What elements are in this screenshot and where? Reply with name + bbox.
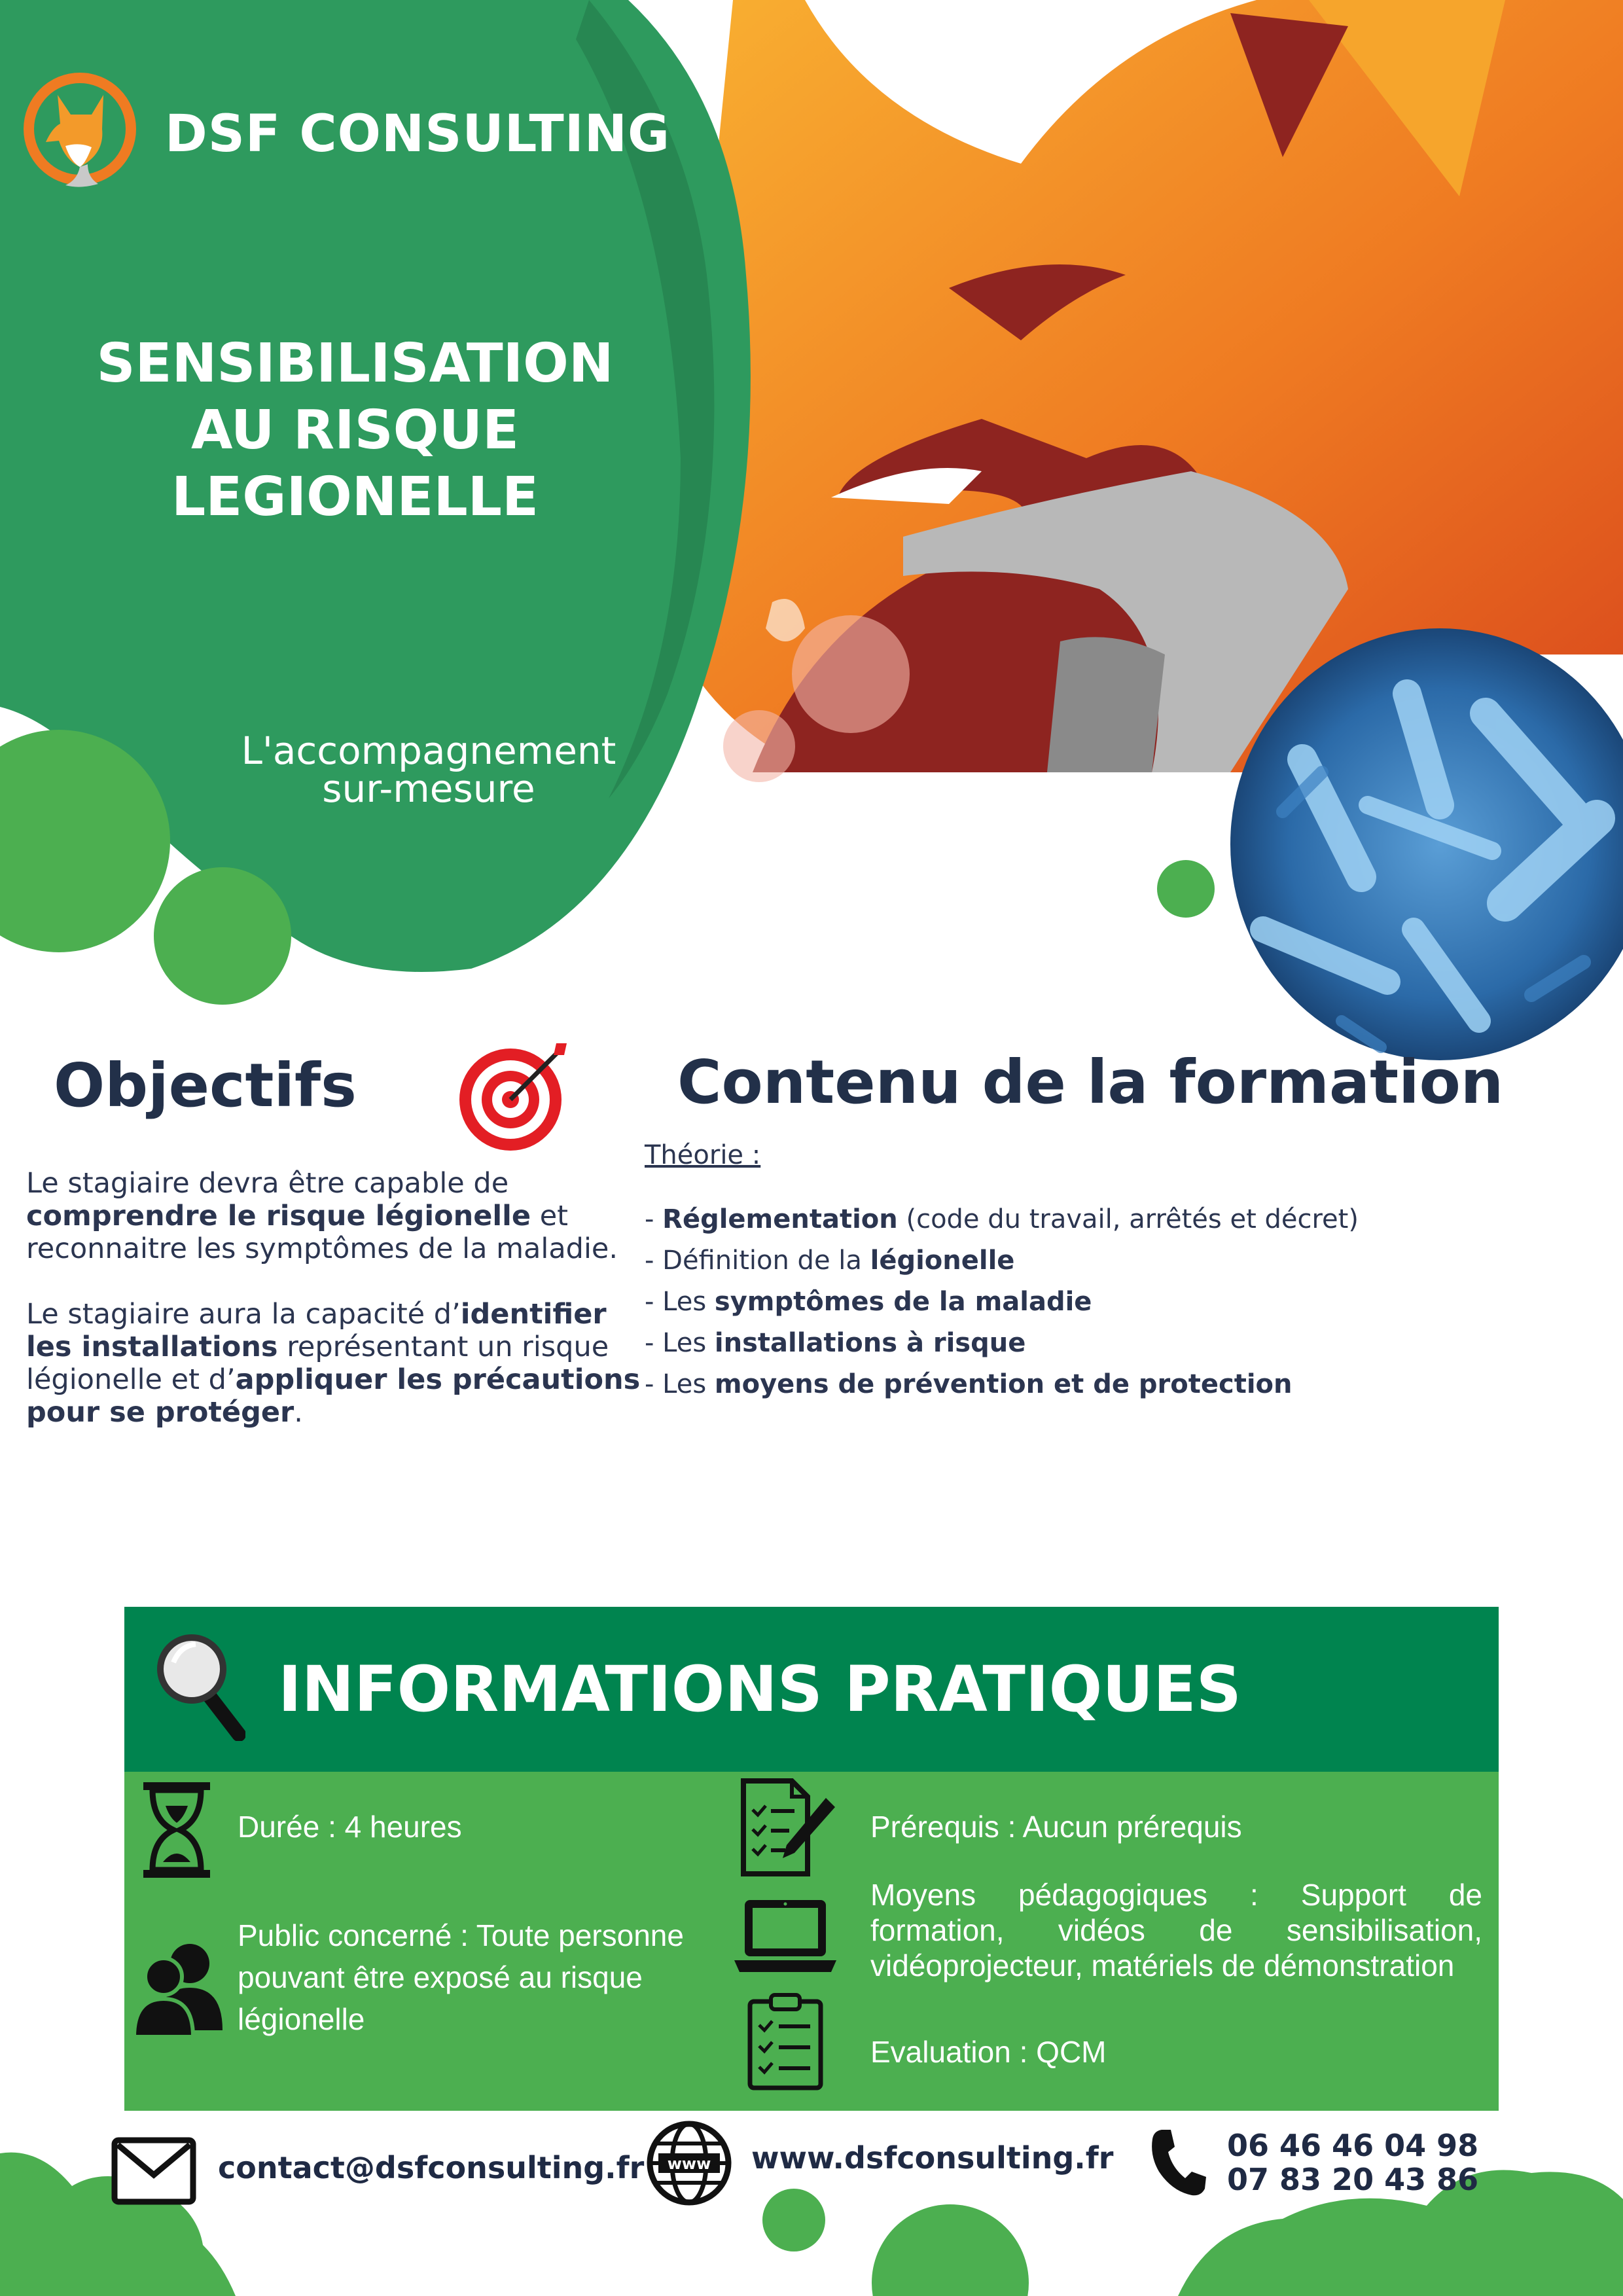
list-item: - Définition de la légionelle: [645, 1246, 1015, 1276]
theory-label: Théorie :: [645, 1140, 761, 1170]
magnifier-icon: [154, 1630, 245, 1741]
prerequisites-text: Prérequis : Aucun prérequis: [870, 1810, 1242, 1844]
website-link[interactable]: www.dsfconsulting.fr: [751, 2140, 1114, 2176]
title-line: SENSIBILISATION: [96, 332, 614, 395]
laptop-icon: [733, 1896, 838, 1975]
phone-number-2[interactable]: 07 83 20 43 86: [1227, 2162, 1479, 2197]
practical-info-header: [124, 1607, 1499, 1772]
practical-info-title: INFORMATIONS PRATIQUES: [278, 1653, 1241, 1726]
practical-info-box: [124, 1607, 1499, 2111]
email-link[interactable]: contact@dsfconsulting.fr: [218, 2150, 645, 2185]
phone-numbers: [1227, 2128, 1478, 2197]
phone-icon: [1149, 2127, 1207, 2199]
globe-www-icon: [647, 2121, 732, 2206]
fox-logo-icon: [20, 69, 140, 189]
target-icon: [458, 1041, 569, 1152]
tagline: [167, 728, 690, 811]
form-pen-icon: [740, 1778, 838, 1876]
brand-name: DSF CONSULTING: [165, 105, 671, 164]
tagline-line: sur-mesure: [322, 766, 535, 811]
content-heading: Contenu de la formation: [677, 1047, 1504, 1117]
audience-text: Public concerné : Toute personne pouvant être exposé au risque légionelle: [238, 1918, 684, 2036]
duration-text: Durée : 4 heures: [238, 1810, 462, 1844]
list-item: - Les symptômes de la maladie: [645, 1287, 1092, 1317]
title-line: AU RISQUE: [190, 399, 520, 461]
objective-paragraph-2: Le stagiaire aura la capacité d’identifier les installations représentant un risque légionelle et d’appliquer les précautions pour se protéger.: [26, 1298, 641, 1429]
decor-circle: [154, 867, 291, 1005]
list-item: - Les moyens de prévention et de protection: [645, 1369, 1293, 1399]
mail-icon: [111, 2137, 196, 2205]
objective-paragraph-1: Le stagiaire devra être capable de comprendre le risque légionelle et reconnaitre les symptômes de la maladie.: [26, 1167, 618, 1265]
content-list: [645, 1199, 1587, 1405]
hourglass-icon: [141, 1781, 213, 1879]
clipboard-checklist-icon: [746, 1992, 825, 2090]
globe-www-label: www: [667, 2155, 711, 2173]
practical-info-body: [124, 1772, 1499, 2111]
phone-number-1[interactable]: 06 46 46 04 98: [1227, 2128, 1479, 2163]
people-icon: [134, 1939, 223, 2037]
title-line: LEGIONELLE: [171, 466, 539, 528]
evaluation-text: Evaluation : QCM: [870, 2035, 1107, 2069]
objectives-heading: Objectifs: [54, 1050, 357, 1121]
training-title: [46, 331, 664, 531]
list-item: - Les installations à risque: [645, 1328, 1026, 1358]
list-item: - Réglementation (code du travail, arrêtés et décret): [645, 1204, 1359, 1234]
decor-circle: [1157, 860, 1215, 918]
means-text: Moyens pédagogiques : Support de formation, vidéos de sensibilisation, vidéoprojecteur, matériels de démonstration: [870, 1878, 1482, 1982]
objectives-text: [26, 1167, 641, 1462]
tagline-line: L'accompagnement: [241, 728, 616, 773]
